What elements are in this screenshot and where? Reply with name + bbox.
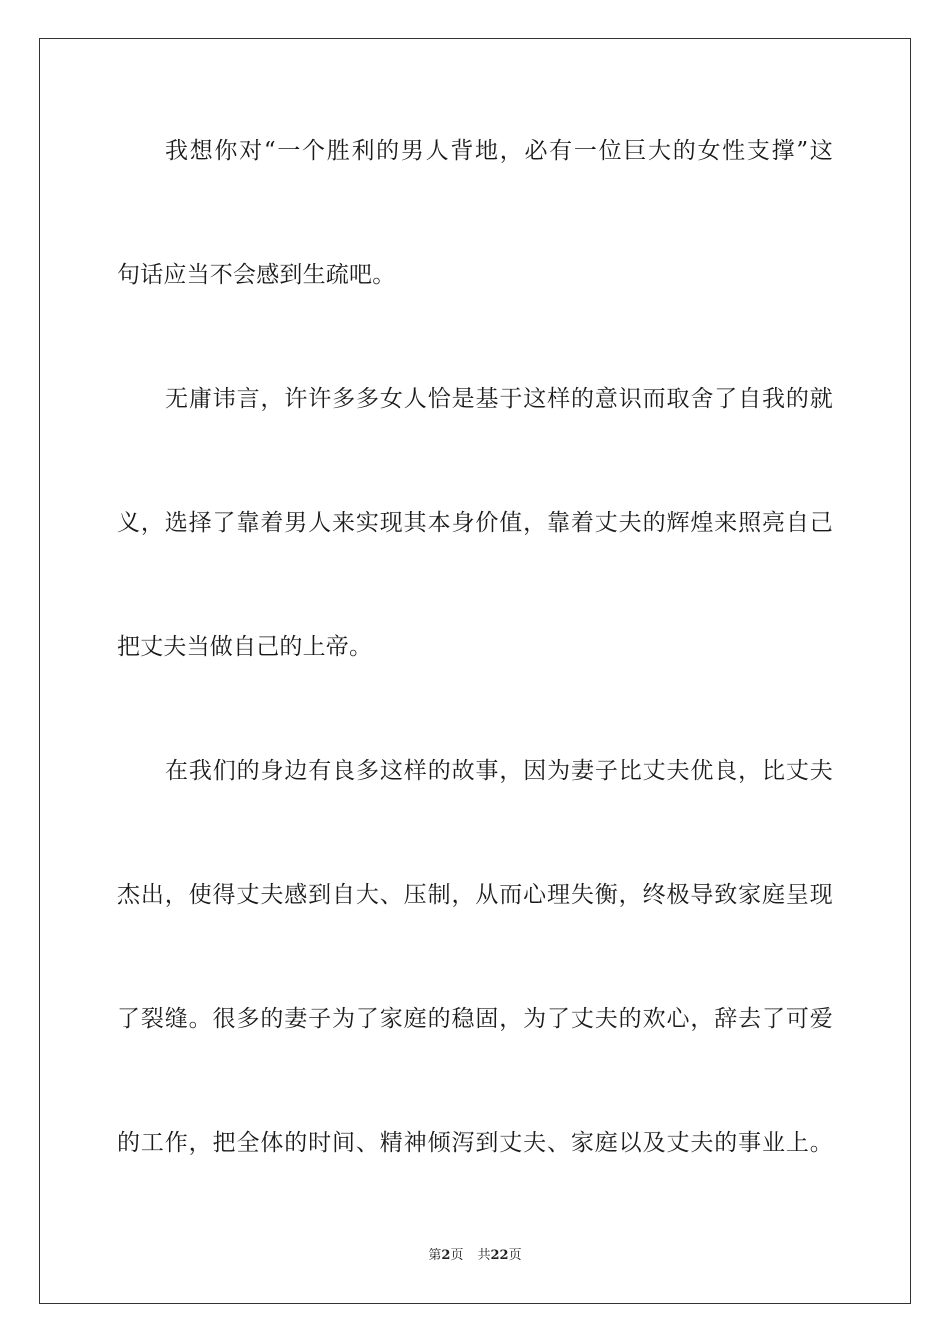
paragraph-3-line-4: 的工作，把全体的时间、精神倾泻到丈夫、家庭以及丈夫的事业上。 bbox=[117, 1130, 833, 1156]
paragraph-3-line-1: 在我们的身边有良多这样的故事，因为妻子比丈夫优良，比丈夫 bbox=[165, 758, 833, 784]
footer-total-prefix: 共 bbox=[477, 1248, 491, 1263]
footer-total-suffix: 页 bbox=[508, 1248, 522, 1263]
page-frame bbox=[39, 38, 911, 1304]
paragraph-3-line-2: 杰出，使得丈夫感到自大、压制，从而心理失衡，终极导致家庭呈现 bbox=[117, 882, 833, 908]
footer-page-suffix: 页 bbox=[450, 1248, 464, 1263]
paragraph-1-line-1: 我想你对“一个胜利的男人背地，必有一位巨大的女性支撑”这 bbox=[165, 138, 833, 164]
paragraph-2-line-2: 义，选择了靠着男人来实现其本身价值，靠着丈夫的辉煌来照亮自己 bbox=[117, 510, 833, 536]
paragraph-2-line-3: 把丈夫当做自己的上帝。 bbox=[117, 634, 373, 660]
paragraph-1-line-2: 句话应当不会感到生疏吧。 bbox=[117, 262, 396, 288]
current-page-number: 2 bbox=[441, 1248, 451, 1263]
footer-prefix: 第 bbox=[428, 1248, 442, 1263]
paragraph-3-line-3: 了裂缝。很多的妻子为了家庭的稳固，为了丈夫的欢心，辞去了可爱 bbox=[117, 1006, 833, 1032]
page-footer bbox=[0, 1247, 950, 1265]
total-pages-number: 22 bbox=[490, 1248, 509, 1263]
paragraph-2-line-1: 无庸讳言，许许多多女人恰是基于这样的意识而取舍了自我的就 bbox=[165, 386, 833, 412]
